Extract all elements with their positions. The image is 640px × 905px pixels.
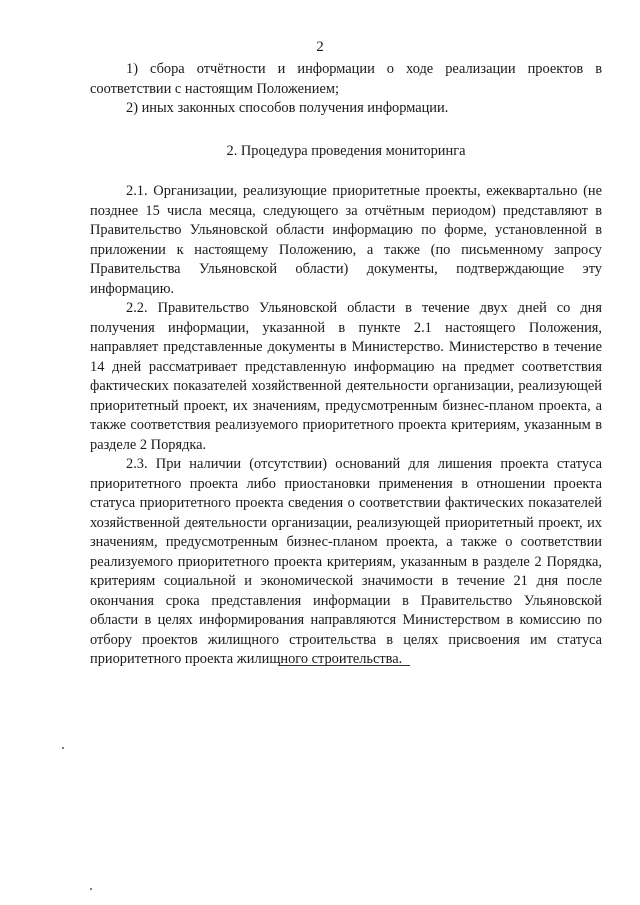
- list-item-reporting: 1) сбора отчётности и информации о ходе реализации проектов в соответствии с настоящим Положением;: [90, 61, 602, 97]
- section-heading: 2. Процедура проведения мониторинга: [226, 142, 466, 159]
- list-item-other-methods: 2) иных законных способов получения информации.: [126, 100, 449, 116]
- paragraph-2-3: 2.3. При наличии (отсутствии) оснований для лишения проекта статуса приоритетного проекта либо приостановки применения в отношении проекта статуса приоритетного проекта сведения о соответствии фактических показателей хозяйственной деятельности организации, реализующей приоритетный проект, их значениям, предусмотренным бизнес-планом проекта, а также о соответствии реализуемого приоритетного проекта критериям, указанным в разделе 2 Порядка, критериям социальной и экономической значимости в течение 21 дня после окончания срока представления информации в Правительство Ульяновской области в целях информирования направляются Министерством в комиссию по отбору проектов жилищного строительства в целях присвоения им статуса приоритетного проекта жилищного строительства.: [90, 456, 602, 667]
- paragraph-2-2: 2.2. Правительство Ульяновской области в течение двух дней со дня получения информации, указанной в пункте 2.1 настоящего Положения, направляет представленные документы в Министерство. Министерство в течение 14 дней рассматривает представленную информацию на предмет соответствия фактических показателей хозяйственной деятельности организации, реализующей приоритетный проект, их значениям, предусмотренным бизнес-планом проекта, а также соответствия реализуемого приоритетного проекта критериям, указанным в разделе 2 Порядка.: [90, 300, 602, 453]
- document-body: [90, 60, 602, 670]
- page-number: 2: [316, 39, 324, 55]
- scan-speck: [62, 747, 64, 749]
- scan-speck: [90, 888, 92, 890]
- paragraph-2-1: 2.1. Организации, реализующие приоритетные проекты, ежеквартально (не позднее 15 числа месяца, следующего за отчётным периодом) представляют в Правительство Ульяновской области информацию по форме, установленной в приложении к настоящему Положению, а также (по письменному запросу Правительства Ульяновской области) документы, подтверждающие эту информацию.: [90, 183, 602, 297]
- end-divider-line: [278, 665, 410, 666]
